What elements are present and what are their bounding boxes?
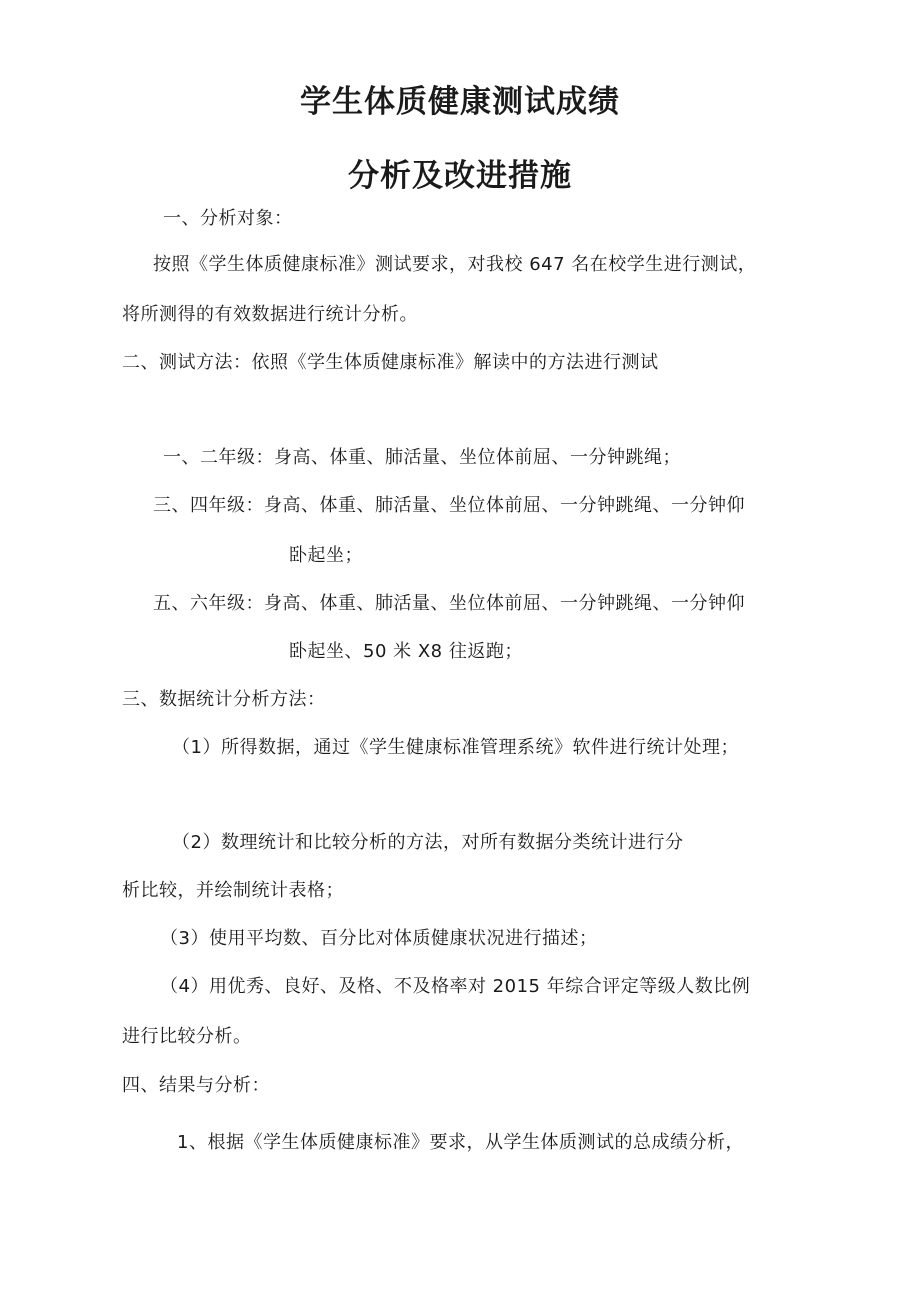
grade-5-6-items: 五、六年级：身高、体重、肺活量、坐位体前屈、一分钟跳绳、一分钟仰 xyxy=(153,593,745,614)
method-2-continued: 析比较，并绘制统计表格； xyxy=(122,880,344,901)
grade-3-4-items-continued: 卧起坐； xyxy=(289,545,363,566)
method-4: （4）用优秀、良好、及格、不及格率对 2015 年综合评定等级人数比例 xyxy=(160,976,751,997)
result-1: 1、根据《学生体质健康标准》要求，从学生体质测试的总成绩分析， xyxy=(177,1132,744,1153)
section-1-body-line-1: 按照《学生体质健康标准》测试要求，对我校 647 名在校学生进行测试， xyxy=(153,254,757,275)
section-1-heading: 一、分析对象： xyxy=(163,208,293,229)
method-1: （1）所得数据，通过《学生健康标准管理系统》软件进行统计处理； xyxy=(172,737,739,758)
document-title-line-1: 学生体质健康测试成绩 xyxy=(300,84,620,120)
section-1-body-line-2: 将所测得的有效数据进行统计分析。 xyxy=(122,304,418,325)
method-3: （3）使用平均数、百分比对体质健康状况进行描述； xyxy=(160,928,598,949)
method-2: （2）数理统计和比较分析的方法，对所有数据分类统计进行分 xyxy=(172,832,684,853)
section-4-heading: 四、结果与分析： xyxy=(122,1075,270,1096)
section-2-heading: 二、测试方法：依照《学生体质健康标准》解读中的方法进行测试 xyxy=(122,352,659,373)
grade-1-2-items: 一、二年级：身高、体重、肺活量、坐位体前屈、一分钟跳绳； xyxy=(163,447,681,468)
grade-5-6-items-continued: 卧起坐、50 米 X8 往返跑； xyxy=(289,641,523,662)
section-3-heading: 三、数据统计分析方法： xyxy=(122,689,326,710)
document-title-line-2: 分析及改进措施 xyxy=(348,158,572,194)
grade-3-4-items: 三、四年级：身高、体重、肺活量、坐位体前屈、一分钟跳绳、一分钟仰 xyxy=(153,495,745,516)
method-4-continued: 进行比较分析。 xyxy=(122,1026,252,1047)
